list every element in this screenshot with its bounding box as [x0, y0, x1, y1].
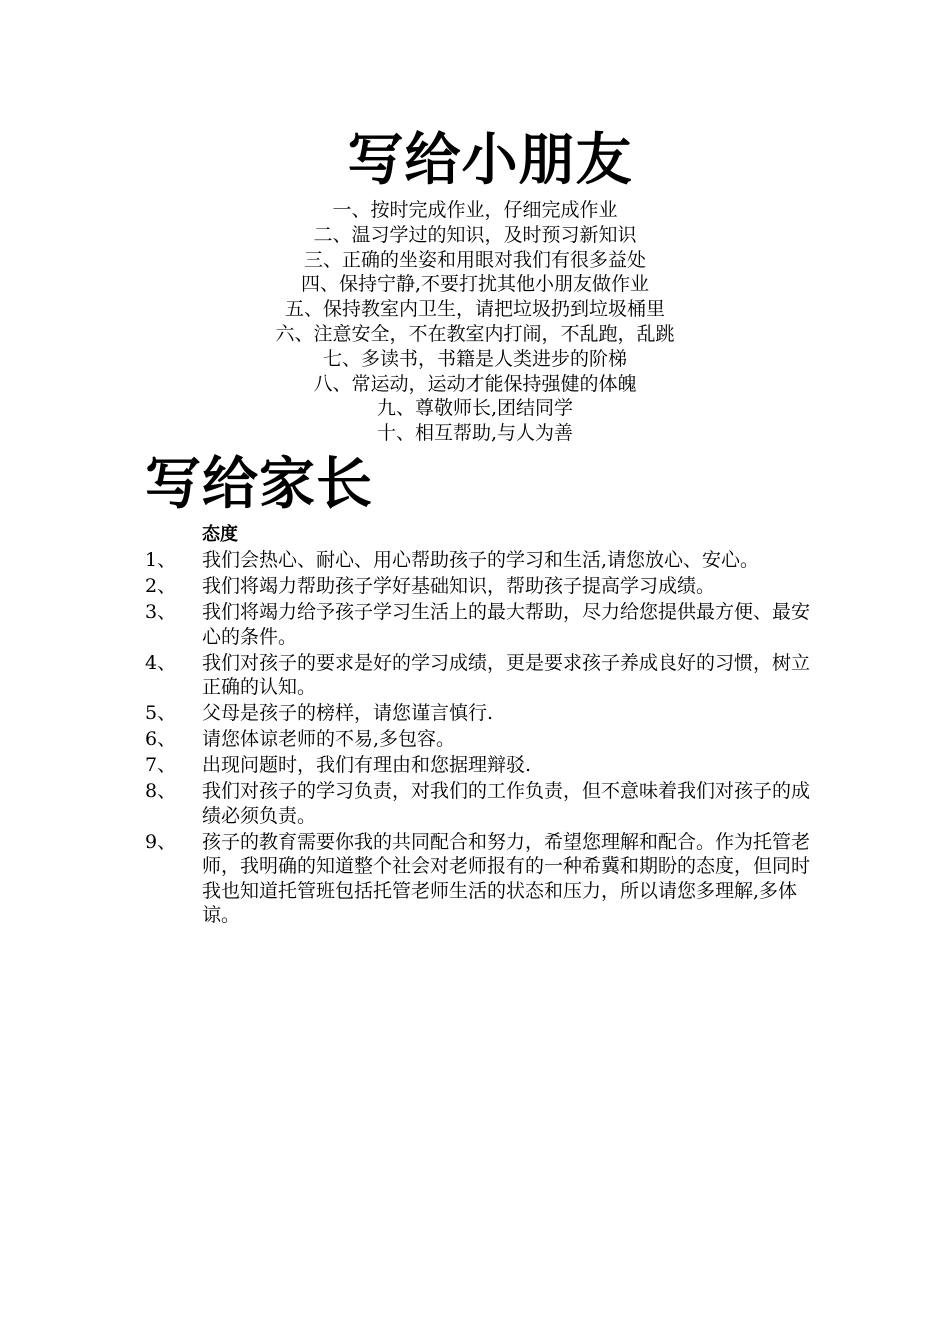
item-number: 4、: [145, 651, 177, 674]
item-text: 孩子的教育需要你我的共同配合和努力，希望您理解和配合。作为托管老师，我明确的知道整个社会对老师报有的一种希冀和期盼的态度，但同时我也知道托管班包括托管老师生活的状态和压力，所以请您多理解,多体谅。: [202, 830, 811, 927]
parent-item: [145, 701, 815, 726]
item-number: 9、: [145, 830, 177, 853]
parent-item: [145, 574, 815, 599]
item-text: 请您体谅老师的不易,多包容。: [202, 728, 456, 751]
kids-rule-item: 九、尊敬师长,团结同学: [376, 397, 574, 420]
kids-section-title: 写给小朋友: [347, 128, 633, 193]
kids-rule-item: 六、注意安全，不在教室内打闹，不乱跑，乱跳: [275, 322, 675, 345]
parent-item: [145, 548, 815, 573]
parent-item: [145, 779, 815, 828]
item-text: 我们对孩子的学习负责，对我们的工作负责，但不意味着我们对孩子的成绩必须负责。: [202, 780, 811, 827]
item-text: 我们将竭力给予孩子学习生活上的最大帮助，尽力给您提供最方便、最安心的条件。: [202, 600, 811, 648]
item-text: 我们将竭力帮助孩子学好基础知识，帮助孩子提高学习成绩。: [202, 574, 716, 597]
item-text: 我们对孩子的要求是好的学习成绩，更是要求孩子养成良好的习惯，树立正确的认知。: [202, 651, 811, 699]
item-number: 2、: [145, 574, 177, 597]
parent-item: [145, 830, 815, 928]
parents-items-list: [145, 548, 815, 929]
kids-rule-item: 五、保持教室内卫生，请把垃圾扔到垃圾桶里: [284, 298, 665, 321]
item-number: 5、: [145, 702, 177, 725]
item-number: 3、: [145, 600, 177, 623]
kids-rule-item: 三、正确的坐姿和用眼对我们有很多益处: [303, 248, 646, 271]
parent-item: [145, 727, 815, 752]
parent-item: [145, 600, 815, 649]
kids-rule-item: 十、相互帮助,与人为善: [376, 422, 574, 445]
kids-rule-item: 二、温习学过的知识，及时预习新知识: [313, 223, 637, 246]
item-number: 6、: [145, 728, 177, 751]
item-text: 我们会热心、耐心、用心帮助孩子的学习和生活,请您放心、安心。: [202, 549, 760, 571]
item-number: 7、: [145, 754, 177, 777]
kids-rule-item: 七、多读书，书籍是人类进步的阶梯: [322, 347, 627, 370]
parents-section-title: 写给家长: [145, 452, 373, 517]
attitude-subheading: 态度: [202, 524, 238, 545]
item-text: 父母是孩子的榜样，请您谨言慎行.: [202, 702, 494, 725]
kids-rule-item: 八、常运动，运动才能保持强健的体魄: [313, 372, 637, 395]
kids-rule-item: 四、保持宁静,不要打扰其他小朋友做作业: [300, 273, 650, 296]
item-number: 1、: [145, 549, 177, 571]
kids-rules-list: [0, 198, 950, 446]
item-text: 出现问题时，我们有理由和您据理辩驳.: [202, 754, 532, 777]
item-number: 8、: [145, 780, 177, 803]
parent-item: [145, 753, 815, 778]
parent-item: [145, 651, 815, 700]
kids-rule-item: 一、按时完成作业，仔细完成作业: [332, 199, 618, 221]
